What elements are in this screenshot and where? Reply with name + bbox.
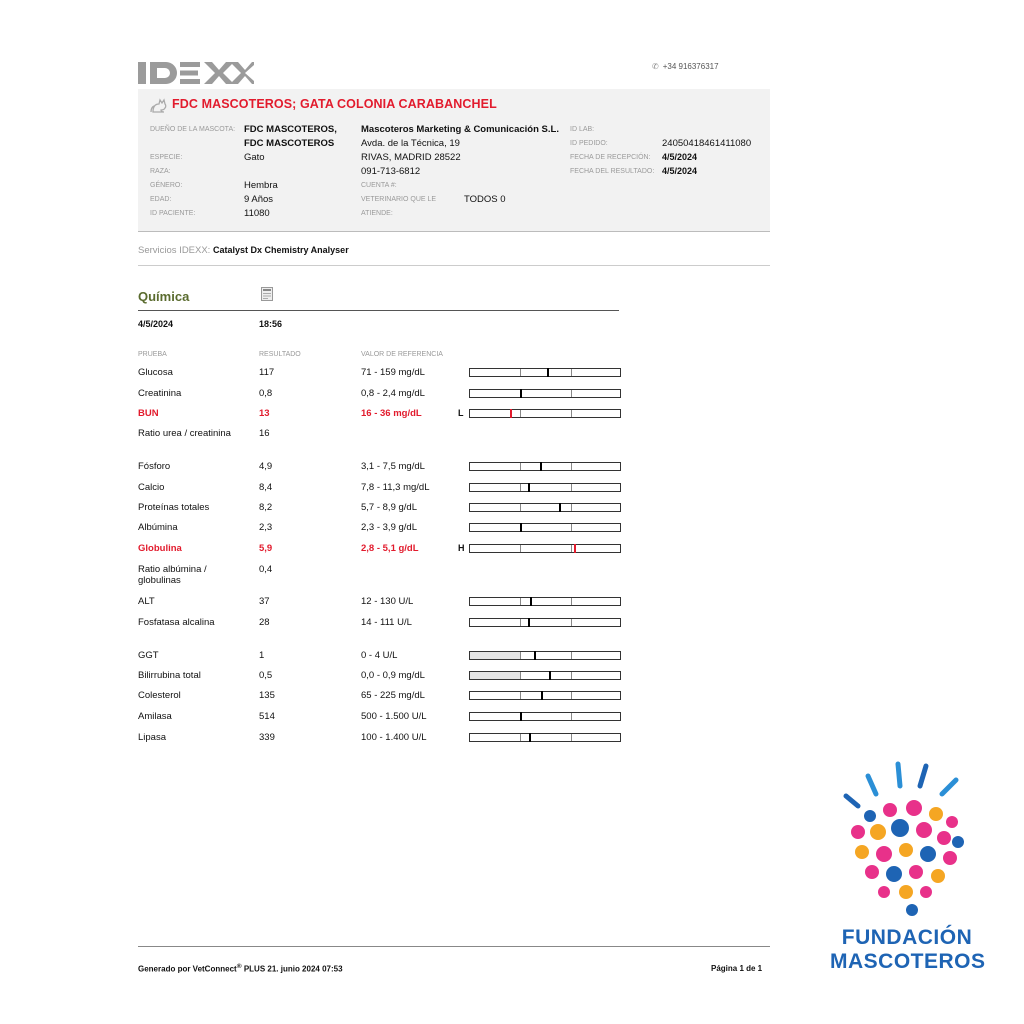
test-name: ALT [138, 596, 155, 607]
range-divider [520, 652, 521, 659]
result-marker [574, 544, 576, 553]
patient-id-value: 11080 [244, 208, 270, 219]
reference-range: 71 - 159 mg/dL [361, 367, 425, 378]
result-marker [541, 691, 543, 700]
range-bar [469, 597, 621, 606]
range-bar [469, 523, 621, 532]
order-id-value: 24050418461411080 [662, 138, 752, 149]
fundacion-name: FUNDACIÓN MASCOTEROS [830, 926, 986, 973]
divider [138, 265, 770, 266]
test-name: Ratio urea / creatinina [138, 428, 231, 439]
clinic-address-1: Avda. de la Técnica, 19 [361, 138, 460, 149]
range-bar [469, 544, 621, 553]
services-line [138, 245, 349, 256]
reference-range: 5,7 - 8,9 g/dL [361, 502, 417, 513]
range-bar [469, 483, 621, 492]
range-divider [520, 619, 521, 626]
range-divider [520, 545, 521, 552]
reference-range: 100 - 1.400 U/L [361, 732, 427, 743]
range-divider [520, 692, 521, 699]
result-marker [540, 462, 542, 471]
range-divider [571, 713, 572, 720]
result-marker [510, 409, 512, 418]
range-shade [470, 672, 520, 679]
reference-range: 14 - 111 U/L [361, 617, 412, 628]
test-result: 13 [259, 408, 270, 419]
range-bar [469, 368, 621, 377]
test-name: Ratio albúmina / globulinas [138, 564, 207, 586]
lab-phone: ✆ +34 916376317 [652, 62, 719, 71]
test-result: 28 [259, 617, 270, 628]
range-divider [571, 524, 572, 531]
test-name: Colesterol [138, 690, 181, 701]
received-label: FECHA DE RECEPCIÓN: [570, 154, 651, 161]
result-marker [528, 483, 530, 492]
range-divider [520, 598, 521, 605]
abnormal-flag: H [458, 543, 465, 553]
test-name: Proteínas totales [138, 502, 210, 513]
col-header-result: RESULTADO [259, 351, 301, 358]
case-title: FDC MASCOTEROS; GATA COLONIA CARABANCHEL [172, 97, 497, 111]
services-value: Catalyst Dx Chemistry Analyser [212, 245, 349, 255]
reference-range: 2,3 - 3,9 g/dL [361, 522, 417, 533]
reference-range: 3,1 - 7,5 mg/dL [361, 461, 425, 472]
test-name: BUN [138, 408, 159, 419]
result-marker [520, 712, 522, 721]
range-bar [469, 462, 621, 471]
test-name: GGT [138, 650, 159, 661]
age-label: EDAD: [150, 196, 172, 203]
test-name: Amilasa [138, 711, 172, 722]
section-underline [138, 310, 619, 311]
range-divider [571, 652, 572, 659]
result-marker [547, 368, 549, 377]
vet-value: TODOS 0 [464, 194, 506, 205]
idexx-logo [138, 60, 254, 86]
result-marker [528, 618, 530, 627]
test-name: Creatinina [138, 388, 182, 399]
result-marker [530, 597, 532, 606]
test-result: 0,4 [259, 564, 273, 575]
range-divider [571, 692, 572, 699]
range-bar [469, 409, 621, 418]
range-bar [469, 733, 621, 742]
result-marker [559, 503, 561, 512]
services-label: Servicios IDEXX: [138, 245, 211, 256]
species-label: ESPECIE: [150, 154, 183, 161]
species-value: Gato [244, 152, 265, 163]
test-result: 1 [259, 650, 265, 661]
gender-label: GÉNERO: [150, 182, 183, 189]
reference-range: 12 - 130 U/L [361, 596, 414, 607]
result-marker [534, 651, 536, 660]
test-name: Fósforo [138, 461, 171, 472]
range-divider [520, 504, 521, 511]
account-label: CUENTA #: [361, 182, 397, 189]
phone-icon: ✆ [652, 62, 659, 71]
vet-label-1: VETERINARIO QUE LE [361, 196, 437, 203]
test-name: Bilirrubina total [138, 670, 201, 681]
test-result: 16 [259, 428, 270, 439]
test-result: 8,4 [259, 482, 273, 493]
test-result: 5,9 [259, 543, 273, 554]
range-divider [571, 619, 572, 626]
cat-icon [150, 97, 168, 113]
generated-by: Generado por VetConnect® PLUS 21. junio 2024 07:53 [138, 963, 343, 974]
range-bar [469, 503, 621, 512]
range-divider [571, 504, 572, 511]
section-title: Química [138, 289, 190, 304]
range-divider [520, 484, 521, 491]
vet-label-2: ATIENDE: [361, 210, 393, 217]
range-divider [571, 369, 572, 376]
range-divider [520, 734, 521, 741]
test-result: 8,2 [259, 502, 273, 513]
test-name: Albúmina [138, 522, 178, 533]
range-divider [571, 484, 572, 491]
range-divider [571, 734, 572, 741]
result-marker [520, 523, 522, 532]
test-result: 339 [259, 732, 275, 743]
result-marker [529, 733, 531, 742]
owner-name-2: FDC MASCOTEROS [244, 138, 335, 149]
reference-range: 500 - 1.500 U/L [361, 711, 427, 722]
range-shade [470, 652, 520, 659]
clinic-name: Mascoteros Marketing & Comunicación S.L. [361, 124, 559, 135]
abnormal-flag: L [458, 408, 464, 418]
result-date-value: 4/5/2024 [662, 166, 698, 176]
age-value: 9 Años [244, 194, 274, 205]
test-result: 2,3 [259, 522, 273, 533]
range-divider [571, 463, 572, 470]
range-bar [469, 389, 621, 398]
col-header-reference: VALOR DE REFERENCIA [361, 351, 443, 358]
range-divider [520, 672, 521, 679]
result-marker [520, 389, 522, 398]
page-number: Página 1 de 1 [711, 964, 763, 973]
reference-range: 2,8 - 5,1 g/dL [361, 543, 419, 554]
test-name: Glucosa [138, 367, 173, 378]
owner-label: DUEÑO DE LA MASCOTA: [150, 126, 236, 133]
range-divider [571, 598, 572, 605]
test-result: 514 [259, 711, 275, 722]
test-name: Calcio [138, 482, 165, 493]
range-divider [571, 390, 572, 397]
test-name: Globulina [138, 543, 182, 554]
fundacion-logo [832, 758, 982, 938]
clinic-phone: 091-713-6812 [361, 166, 421, 177]
test-result: 0,5 [259, 670, 273, 681]
section-date: 4/5/2024 [138, 319, 174, 329]
test-name: Fosfatasa alcalina [138, 617, 215, 628]
section-time: 18:56 [259, 319, 283, 329]
received-value: 4/5/2024 [662, 152, 698, 162]
range-bar [469, 671, 621, 680]
gender-value: Hembra [244, 180, 278, 191]
clinic-address-2: RIVAS, MADRID 28522 [361, 152, 461, 163]
range-divider [520, 410, 521, 417]
reference-range: 0,0 - 0,9 mg/dL [361, 670, 425, 681]
owner-name-1: FDC MASCOTEROS, [244, 124, 337, 135]
range-bar [469, 618, 621, 627]
range-bar [469, 651, 621, 660]
report-icon [261, 287, 273, 301]
range-divider [571, 672, 572, 679]
reference-range: 65 - 225 mg/dL [361, 690, 425, 701]
range-divider [520, 369, 521, 376]
result-date-label: FECHA DEL RESULTADO: [570, 168, 655, 175]
reference-range: 0,8 - 2,4 mg/dL [361, 388, 425, 399]
reference-range: 16 - 36 mg/dL [361, 408, 422, 419]
breed-label: RAZA: [150, 168, 171, 175]
test-result: 135 [259, 690, 275, 701]
order-id-label: ID PEDIDO: [570, 140, 608, 147]
range-bar [469, 691, 621, 700]
result-marker [549, 671, 551, 680]
test-result: 0,8 [259, 388, 273, 399]
patient-id-label: ID PACIENTE: [150, 210, 196, 217]
range-divider [571, 545, 572, 552]
col-header-test: PRUEBA [138, 351, 167, 358]
reference-range: 0 - 4 U/L [361, 650, 398, 661]
test-result: 37 [259, 596, 270, 607]
test-name: Lipasa [138, 732, 166, 743]
test-result: 4,9 [259, 461, 273, 472]
footer-divider [138, 946, 770, 947]
test-result: 117 [259, 367, 275, 378]
range-bar [469, 712, 621, 721]
range-divider [571, 410, 572, 417]
lab-id-label: ID LAB: [570, 126, 595, 133]
reference-range: 7,8 - 11,3 mg/dL [361, 482, 430, 493]
range-divider [520, 463, 521, 470]
